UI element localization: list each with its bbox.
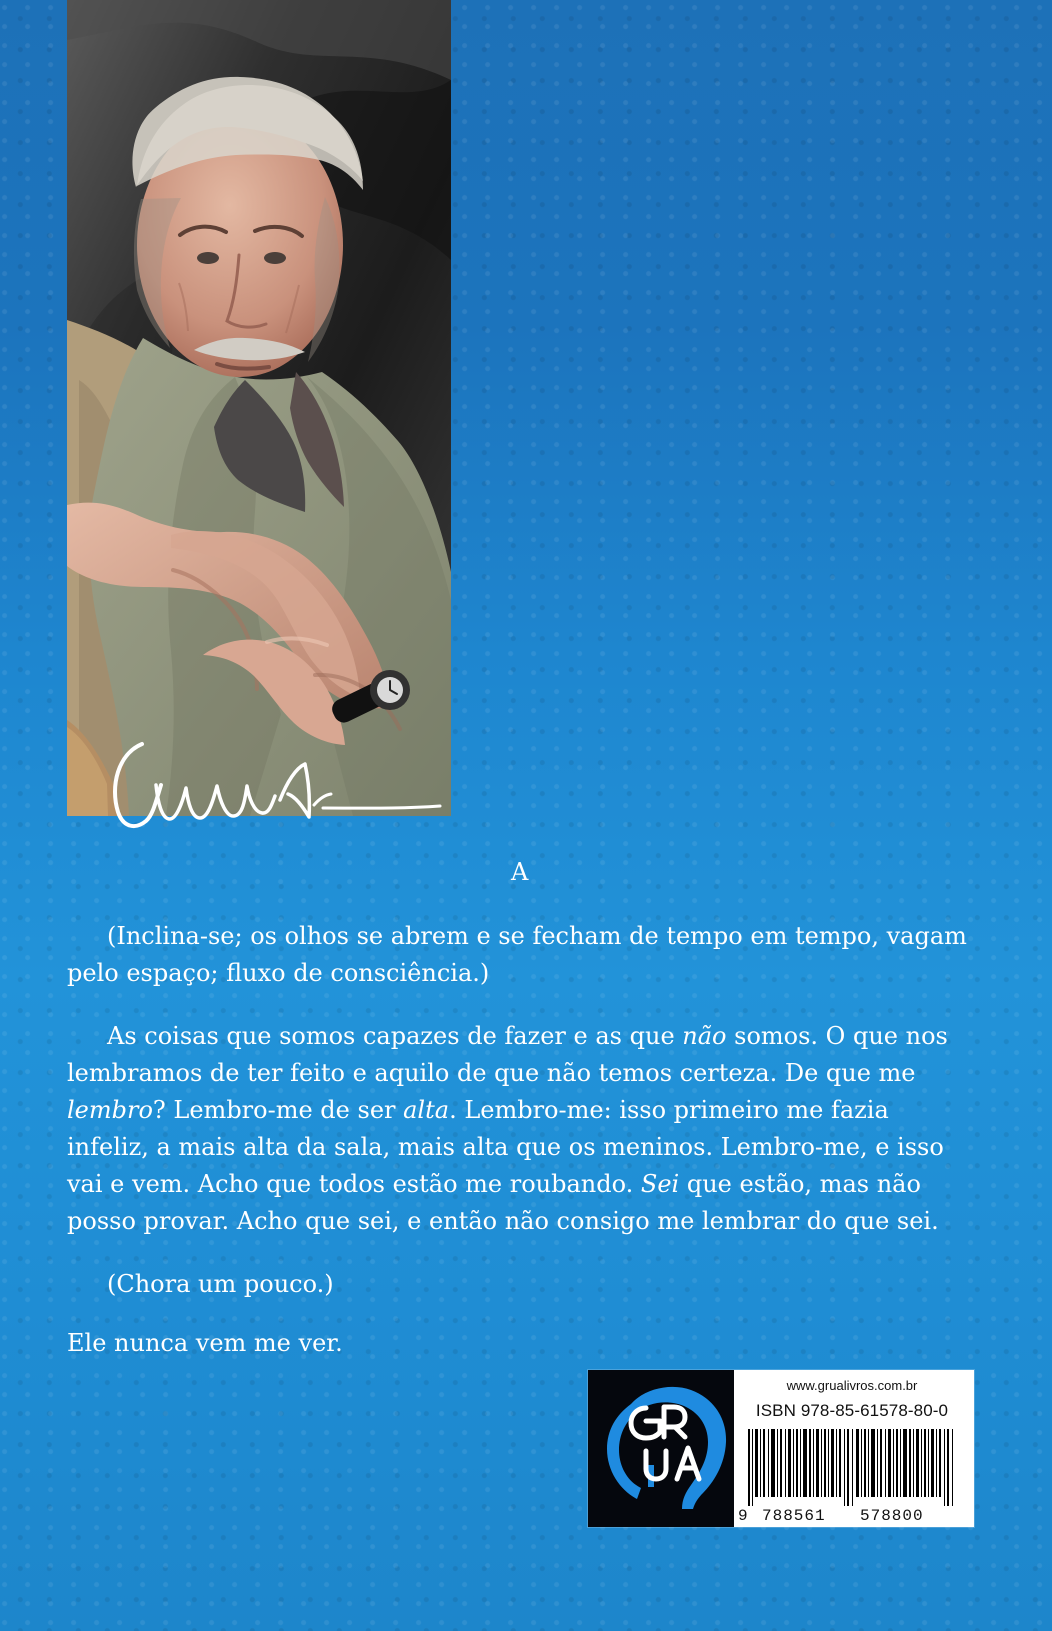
monologue-paragraph [67, 1018, 967, 1240]
isbn-barcode-panel [734, 1370, 974, 1527]
stage-direction-short [67, 1266, 967, 1303]
paragraph-2-emphasis-4: Sei [640, 1170, 680, 1198]
barcode-first-digit: 9 [738, 1507, 748, 1525]
paragraph-2-emphasis-2: lembro [67, 1096, 153, 1124]
paragraph-2-emphasis-1: não [682, 1022, 727, 1050]
paragraph-3-text: (Chora um pouco.) [107, 1270, 334, 1298]
isbn-label: ISBN 978-85-61578-80-0 [755, 1401, 949, 1420]
barcode-numbers [734, 1507, 974, 1525]
stage-direction-paragraph [67, 918, 967, 992]
barcode-block [588, 1370, 974, 1527]
paragraph-2-part-5: que estão, mas não posso provar. Acho que sei, e então não consigo me lembrar do que sei. [67, 1170, 939, 1235]
paragraph-2-part-1: As coisas que somos capazes de fazer e as que [107, 1022, 683, 1050]
paragraph-2-part-3: ? Lembro-me de ser [152, 1096, 404, 1124]
paragraph-4-text: Ele nunca vem me ver. [67, 1329, 343, 1357]
closing-line [67, 1325, 967, 1362]
paragraph-2-part-4: . Lembro-me: isso primeiro me fazia infeliz, a mais alta da sala, mais alta que os meninos. Lembro-me, e isso vai e vem. Acho que todos estão me roubando. [67, 1096, 944, 1198]
paragraph-2-emphasis-3: alta [403, 1096, 450, 1124]
publisher-website: www.grualivros.com.br [786, 1378, 918, 1393]
barcode-right-group: 578800 [860, 1507, 924, 1525]
author-portrait-icon [67, 0, 451, 816]
barcode-left-group: 788561 [762, 1507, 826, 1525]
paragraph-2-part-2: somos. O que nos lembramos de ter feito e aquilo de que não temos certeza. De que me [67, 1022, 948, 1087]
publisher-logo-panel [588, 1370, 734, 1527]
excerpt-heading: A [511, 858, 529, 886]
excerpt-text [67, 918, 967, 1362]
author-photo [67, 0, 451, 816]
paragraph-1-text: (Inclina-se; os olhos se abrem e se fecham de tempo em tempo, vagam pelo espaço; fluxo de consciência.) [67, 922, 967, 987]
barcode-icon [742, 1429, 964, 1506]
